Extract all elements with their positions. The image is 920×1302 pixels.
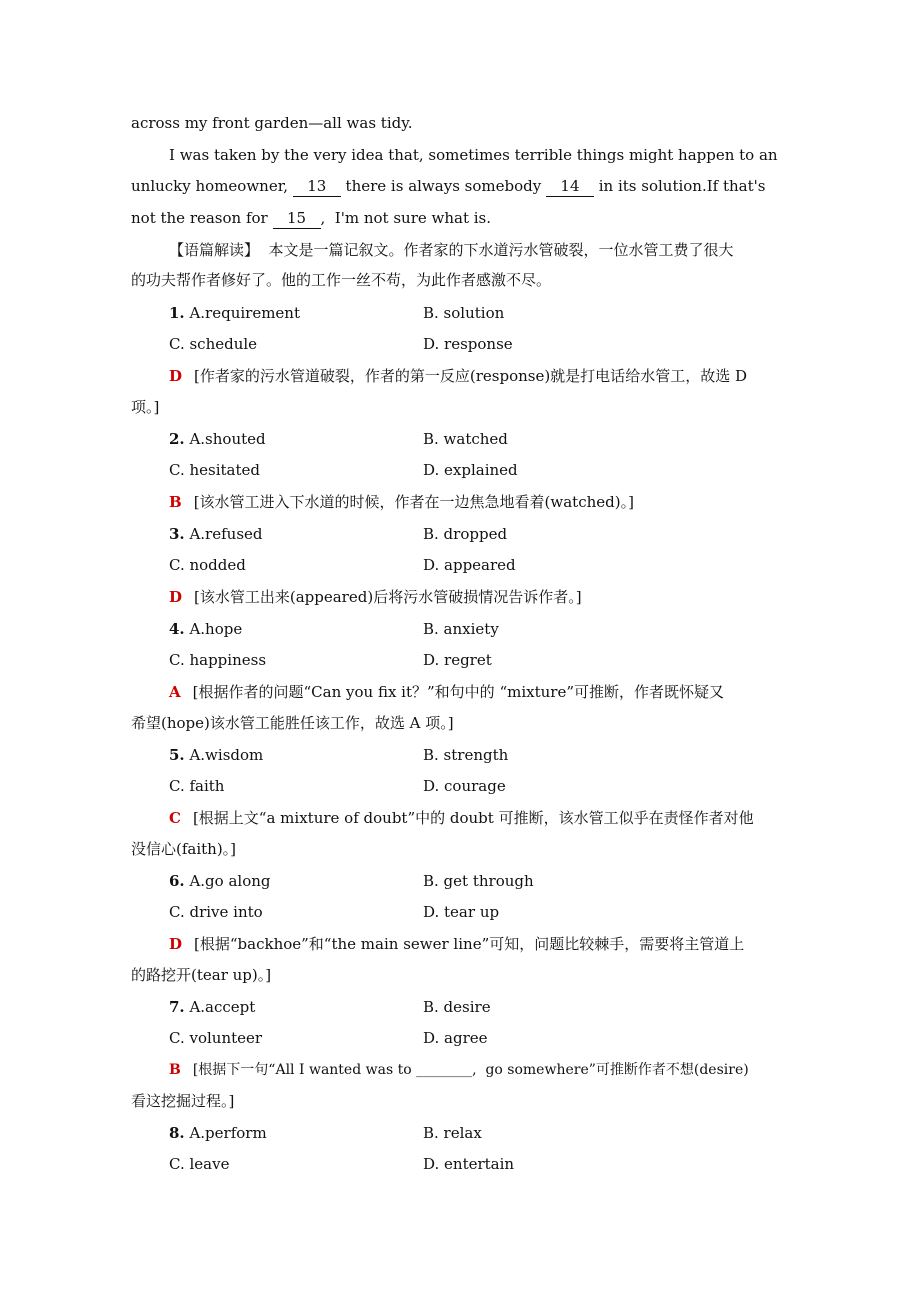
question-4: 4. A.hope — [169, 620, 243, 638]
question-8: 8. A.perform — [169, 1124, 267, 1142]
option-d: D. agree — [423, 1029, 488, 1047]
option-a: A.go along — [189, 872, 271, 890]
option-a: A.hope — [189, 620, 243, 638]
answer-letter: D — [169, 588, 183, 606]
option-c: C. happiness — [169, 651, 267, 669]
explanation-1-cont: 项。] — [131, 398, 160, 416]
option-a: A.requirement — [189, 304, 300, 322]
option-b: B. relax — [423, 1124, 482, 1142]
passage-line: not the reason for 15 , I'm not sure what is. — [131, 209, 492, 227]
explanation-4: A [根据作者的问题“Can you fix it？”和句中的 “mixture”可推断，作者既怀疑又 — [169, 683, 724, 701]
answer-letter: D — [169, 367, 183, 385]
explanation-5: C [根据上文“a mixture of doubt”中的 doubt 可推断，该水管工似乎在责怪作者对他 — [169, 809, 754, 827]
option-d: D. appeared — [423, 556, 516, 574]
passage-line: I was taken by the very idea that, sometimes terrible things might happen to an — [169, 146, 778, 164]
passage-line: across my front garden—all was tidy. — [131, 114, 413, 132]
option-a: A.refused — [189, 525, 263, 543]
explanation-1: D [作者家的污水管道破裂，作者的第一反应(response)就是打电话给水管工，故选 D — [169, 367, 747, 385]
option-d: D. explained — [423, 461, 518, 479]
option-b: B. dropped — [423, 525, 508, 543]
option-d: D. entertain — [423, 1155, 515, 1173]
question-6: 6. A.go along — [169, 872, 271, 890]
blank-15: 15 — [273, 208, 321, 229]
question-7: 7. A.accept — [169, 998, 256, 1016]
option-c: C. faith — [169, 777, 225, 795]
option-a: A.accept — [189, 998, 256, 1016]
explanation-5-cont: 没信心(faith)。] — [131, 840, 237, 858]
option-a: A.shouted — [189, 430, 266, 448]
option-c: C. nodded — [169, 556, 246, 574]
option-c: C. volunteer — [169, 1029, 263, 1047]
passage-line: unlucky homeowner, 13 there is always somebody 14 in its solution.If that's — [131, 177, 766, 195]
option-b: B. desire — [423, 998, 491, 1016]
explanation-6-cont: 的路挖开(tear up)。] — [131, 966, 272, 984]
answer-letter: B — [169, 493, 182, 511]
question-2: 2. A.shouted — [169, 430, 266, 448]
option-d: D. response — [423, 335, 513, 353]
option-d: D. tear up — [423, 903, 500, 921]
analysis-label: 【语篇解读】 — [169, 241, 260, 259]
option-b: B. solution — [423, 304, 505, 322]
answer-letter: C — [169, 809, 181, 827]
explanation-6: D [根据“backhoe”和“the main sewer line”可知，问题比较棘手，需要将主管道上 — [169, 935, 745, 953]
option-d: D. regret — [423, 651, 492, 669]
explanation-4-cont: 希望(hope)该水管工能胜任该工作，故选 A 项。] — [131, 714, 454, 732]
option-c: C. leave — [169, 1155, 230, 1173]
question-5: 5. A.wisdom — [169, 746, 264, 764]
explanation-2: B [该水管工进入下水道的时候，作者在一边焦急地看着(watched)。] — [169, 493, 634, 511]
explanation-7-cont: 看这挖掘过程。] — [131, 1092, 235, 1110]
option-a: A.perform — [189, 1124, 267, 1142]
question-3: 3. A.refused — [169, 525, 263, 543]
blank-13: 13 — [293, 176, 341, 197]
option-b: B. strength — [423, 746, 509, 764]
explanation-3: D [该水管工出来(appeared)后将污水管破损情况告诉作者。] — [169, 588, 582, 606]
option-c: C. schedule — [169, 335, 258, 353]
question-1: 1. A.requirement — [169, 304, 300, 322]
answer-letter: B — [169, 1062, 181, 1078]
answer-letter: D — [169, 935, 183, 953]
option-c: C. hesitated — [169, 461, 260, 479]
option-b: B. get through — [423, 872, 534, 890]
option-a: A.wisdom — [189, 746, 264, 764]
option-b: B. watched — [423, 430, 508, 448]
analysis-line: 的功夫帮作者修好了。他的工作一丝不苟，为此作者感激不尽。 — [131, 271, 552, 289]
option-c: C. drive into — [169, 903, 263, 921]
blank-14: 14 — [546, 176, 594, 197]
analysis-line: 【语篇解读】 本文是一篇记叙文。作者家的下水道污水管破裂，一位水管工费了很大 — [169, 241, 734, 259]
option-d: D. courage — [423, 777, 506, 795]
answer-letter: A — [169, 683, 181, 701]
explanation-7: B [根据下一句“All I wanted was to ________, go somewhere”可推断作者不想(desire) — [169, 1062, 749, 1078]
option-b: B. anxiety — [423, 620, 499, 638]
